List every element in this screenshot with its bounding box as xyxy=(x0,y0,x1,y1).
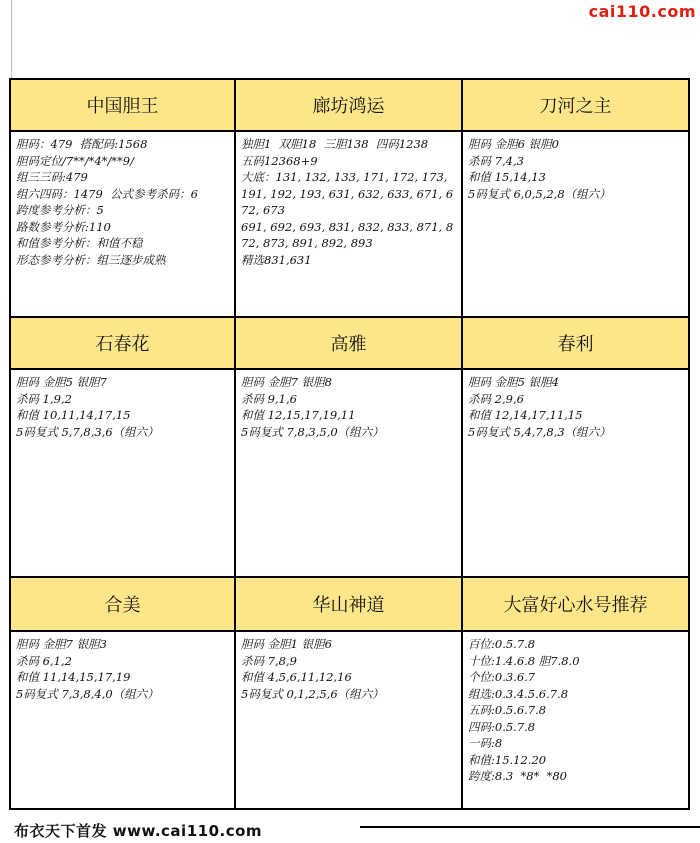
card-line: 和值 11,14,15,17,19 xyxy=(16,670,131,684)
card-content xyxy=(10,631,235,809)
card-line: 胆码 金胆1 银胆6 xyxy=(241,637,332,651)
card-title: 高雅 xyxy=(235,317,462,369)
card-line: 胆码 金胆6 银胆0 xyxy=(468,137,559,151)
card-content xyxy=(462,369,689,577)
footer-divider xyxy=(360,826,700,828)
card-line: 和值 4,5,6,11,12,16 xyxy=(241,670,352,684)
card-content xyxy=(235,631,462,809)
card-line: 形态参考分析：组三逐步成熟 xyxy=(16,252,166,267)
card-line: 杀码 1,9,2 xyxy=(16,391,72,406)
card-line: 5码复式 5,4,7,8,3（组六） xyxy=(468,424,611,439)
card-title: 中国胆王 xyxy=(10,79,235,131)
card-line: 个位:0.3.6.7 xyxy=(468,670,536,684)
card-line: 路数参考分析:110 xyxy=(16,219,111,234)
card-line: 大底：131, 132, 133, 171, 172, 173, 191, 192, 193, 631, 632, 633, 671, 672, 673 xyxy=(241,170,454,217)
card-content xyxy=(10,131,235,317)
card-line: 杀码 6,1,2 xyxy=(16,653,72,668)
card-line: 杀码 2,9,6 xyxy=(468,391,524,406)
card-title: 廊坊鸿运 xyxy=(235,79,462,131)
card-line: 5码复式 5,7,8,3,6（组六） xyxy=(16,424,159,439)
card-line: 胆码 金胆5 银胆7 xyxy=(16,375,107,389)
card-line: 胆码定位/7**/*4*/**9/ xyxy=(16,153,134,168)
card-line: 杀码 7,8,9 xyxy=(241,653,297,668)
card-line: 和值 10,11,14,17,15 xyxy=(16,408,131,422)
card-line: 和值:15.12.20 xyxy=(468,752,547,767)
card-content xyxy=(235,131,462,317)
card-line: 胆码 金胆7 银胆8 xyxy=(241,375,332,389)
content-row xyxy=(10,631,689,809)
card-content xyxy=(462,131,689,317)
card-line: 胆码：479 搭配码:1568 xyxy=(16,137,148,151)
card-line: 组六四码：1479 公式参考杀码：6 xyxy=(16,186,198,201)
card-line: 和值 15,14,13 xyxy=(468,170,546,184)
card-line: 和值 12,15,17,19,11 xyxy=(241,408,356,422)
card-title: 刀河之主 xyxy=(462,79,689,131)
card-line: 一码:8 xyxy=(468,736,503,750)
card-line: 5码复式 7,3,8,4,0（组六） xyxy=(16,686,159,701)
card-line: 四码:0.5.7.8 xyxy=(468,719,536,734)
card-title: 春利 xyxy=(462,317,689,369)
card-line: 杀码 9,1,6 xyxy=(241,391,297,406)
header-row xyxy=(10,577,689,631)
card-line: 和值参考分析：和值不稳 xyxy=(16,236,143,250)
card-content xyxy=(10,369,235,577)
card-line: 五码12368+9 xyxy=(241,153,318,168)
card-line: 组选:0.3.4.5.6.7.8 xyxy=(468,686,569,701)
prediction-grid xyxy=(9,78,690,810)
card-line: 百位:0.5.7.8 xyxy=(468,637,536,651)
header-row xyxy=(10,79,689,131)
site-logo[interactable]: cai110.com xyxy=(588,2,696,21)
card-line: 5码复式 0,1,2,5,6（组六） xyxy=(241,686,384,701)
card-line: 5码复式 6,0,5,2,8（组六） xyxy=(468,186,611,201)
card-line: 和值 12,14,17,11,15 xyxy=(468,408,583,422)
card-line: 杀码 7,4,3 xyxy=(468,153,524,168)
card-title: 石春花 xyxy=(10,317,235,369)
card-line: 691, 692, 693, 831, 832, 833, 871, 872, 873, 891, 892, 893 xyxy=(241,219,454,250)
card-line: 胆码 金胆7 银胆3 xyxy=(16,637,107,651)
card-line: 跨度:8.3 *8* *80 xyxy=(468,769,567,783)
header-row xyxy=(10,317,689,369)
card-line: 独胆1 双胆18 三胆138 四码1238 xyxy=(241,137,429,151)
card-line: 五码:0.5.6.7.8 xyxy=(468,703,547,717)
card-line: 精选831,631 xyxy=(241,252,312,267)
card-line: 5码复式 7,8,3,5,0（组六） xyxy=(241,424,384,439)
card-line: 十位:1.4.6.8 胆7.8.0 xyxy=(468,653,580,668)
footer-source-text: 布衣天下首发 www.cai110.com xyxy=(14,822,263,840)
card-content xyxy=(235,369,462,577)
card-title: 华山神道 xyxy=(235,577,462,631)
left-border-line xyxy=(11,0,12,80)
card-line: 组三三码:479 xyxy=(16,170,88,184)
card-line: 胆码 金胆5 银胆4 xyxy=(468,375,559,389)
card-content xyxy=(462,631,689,809)
card-title: 合美 xyxy=(10,577,235,631)
card-line: 跨度参考分析：5 xyxy=(16,203,104,217)
card-title: 大富好心水号推荐 xyxy=(462,577,689,631)
content-row xyxy=(10,369,689,577)
content-row xyxy=(10,131,689,317)
